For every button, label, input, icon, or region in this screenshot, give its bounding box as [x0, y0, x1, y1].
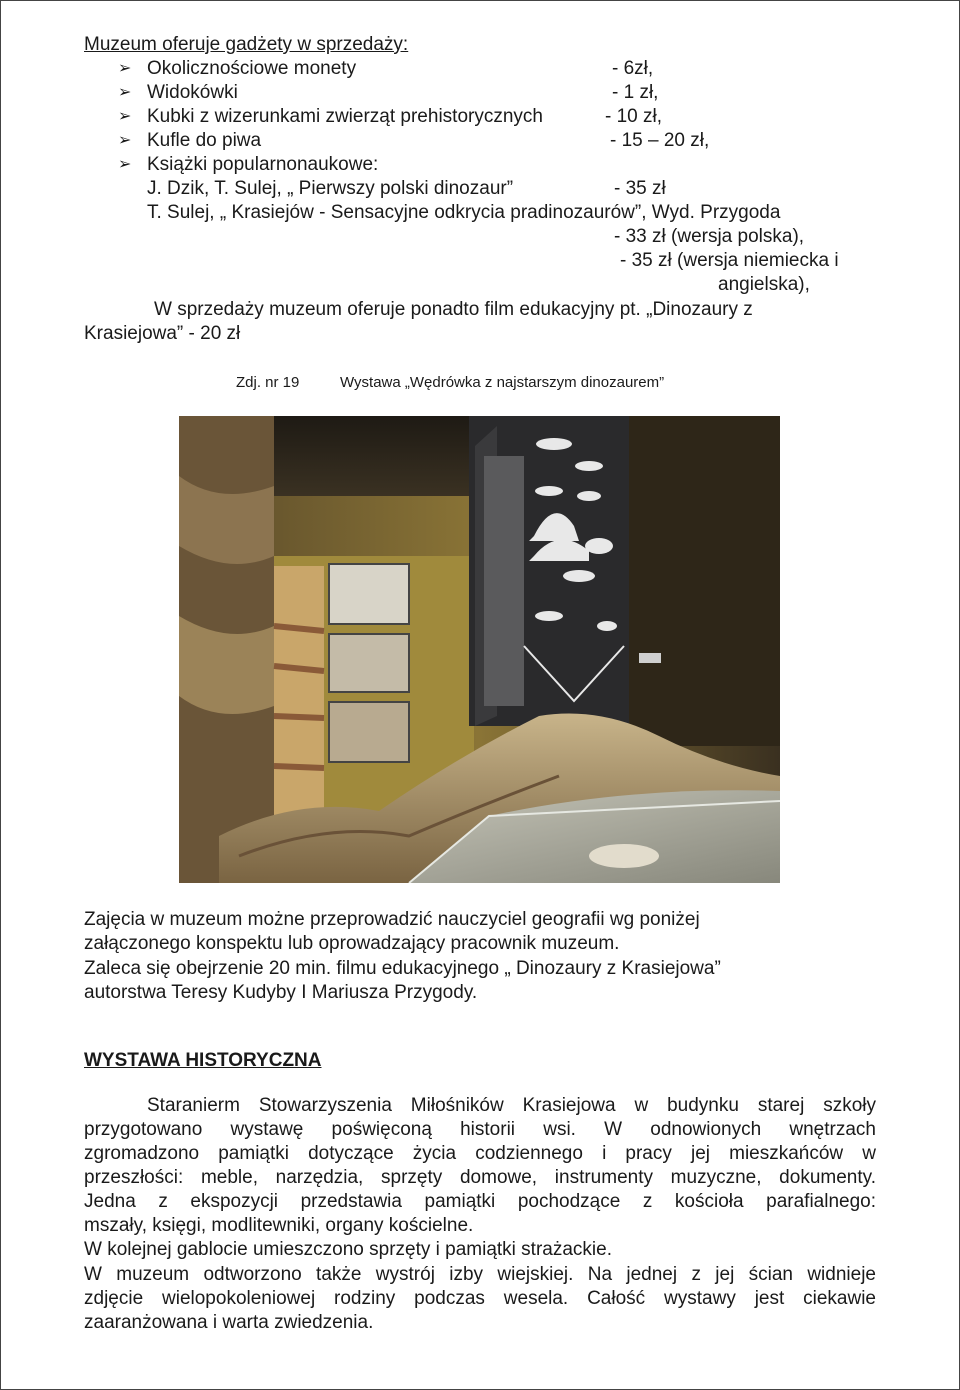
history-text: zaaranżowana i warta zwiedzenia. [84, 1312, 374, 1333]
history-text: zgromadzono pamiątki dotyczące życia codziennego i pracy jej mieszkańców w [84, 1143, 876, 1164]
book-title: T. Sulej, „ Krasiejów - Sensacyjne odkrycia pradinozaurów”, Wyd. Przygoda [147, 202, 781, 223]
classes-text: załączonego konspektu lub oprowadzający pracownik muzeum. [84, 933, 620, 954]
arrow-bullet-icon: ➢ [118, 156, 132, 173]
arrow-bullet-icon: ➢ [118, 108, 132, 125]
classes-text: Zaleca się obejrzenie 20 min. filmu edukacyjnego „ Dinozaury z Krasiejowa” [84, 958, 721, 979]
book-price: angielska), [718, 274, 810, 295]
arrow-bullet-icon: ➢ [118, 60, 132, 77]
gadget-item-label: Książki popularnonaukowe: [147, 154, 379, 175]
arrow-bullet-icon: ➢ [118, 132, 132, 149]
gadget-item-label: Widokówki [147, 82, 238, 103]
section-heading: WYSTAWA HISTORYCZNA [84, 1050, 322, 1071]
book-price: - 35 zł (wersja niemiecka i [620, 250, 839, 271]
gadget-item-price: - 6zł, [612, 58, 654, 79]
gadget-item-label: Okolicznościowe monety [147, 58, 357, 79]
history-text: mszały, księgi, modlitewniki, organy kościelne. [84, 1215, 474, 1236]
gadgets-heading: Muzeum oferuje gadżety w sprzedaży: [84, 34, 409, 55]
history-text: zdjęcie wielopokoleniowej rodziny podczas wesela. Całość wystawy jest ciekawie [84, 1288, 876, 1309]
classes-text: autorstwa Teresy Kudyby I Mariusza Przygody. [84, 982, 478, 1003]
history-text: przygotowano wystawę poświęconą historii wsi. W odnowionych wnętrzach [84, 1119, 876, 1140]
book-price: - 35 zł [614, 178, 666, 199]
gadget-item-price: - 10 zł, [605, 106, 663, 127]
exhibit-photo-illustration [179, 416, 780, 883]
gadget-item-label: Kubki z wizerunkami zwierząt prehistorycznych [147, 106, 543, 127]
history-text: Jedna z ekspozycji przedstawia pamiątki pochodzące z kościoła parafialnego: [84, 1191, 876, 1212]
photo-caption-text: Wystawa „Wędrówka z najstarszym dinozaurem” [340, 374, 665, 391]
arrow-bullet-icon: ➢ [118, 84, 132, 101]
film-text: W sprzedaży muzeum oferuje ponadto film edukacyjny pt. „Dinozaury z [154, 299, 753, 320]
gadget-item-price: - 15 – 20 zł, [610, 130, 710, 151]
book-price: - 33 zł (wersja polska), [614, 226, 805, 247]
book-title: J. Dzik, T. Sulej, „ Pierwszy polski dinozaur” [147, 178, 514, 199]
gadget-item-price: - 1 zł, [612, 82, 659, 103]
history-text: Staranierm Stowarzyszenia Miłośników Krasiejowa w budynku starej szkoły [147, 1095, 876, 1116]
photo-caption-number: Zdj. nr 19 [236, 374, 300, 391]
history-text: W kolejnej gablocie umieszczono sprzęty i pamiątki strażackie. [84, 1239, 612, 1260]
gadget-item-label: Kufle do piwa [147, 130, 262, 151]
history-text: przeszłości: meble, narzędzia, sprzęty domowe, instrumenty muzyczne, dokumenty. [84, 1167, 876, 1188]
museum-exhibit-photo [179, 416, 780, 883]
film-text: Krasiejowa” - 20 zł [84, 323, 241, 344]
classes-text: Zajęcia w muzeum możne przeprowadzić nauczyciel geografii wg poniżej [84, 909, 700, 930]
history-text: W muzeum odtworzono także wystrój izby wiejskiej. Na jednej z jej ścian widnieje [84, 1264, 876, 1285]
